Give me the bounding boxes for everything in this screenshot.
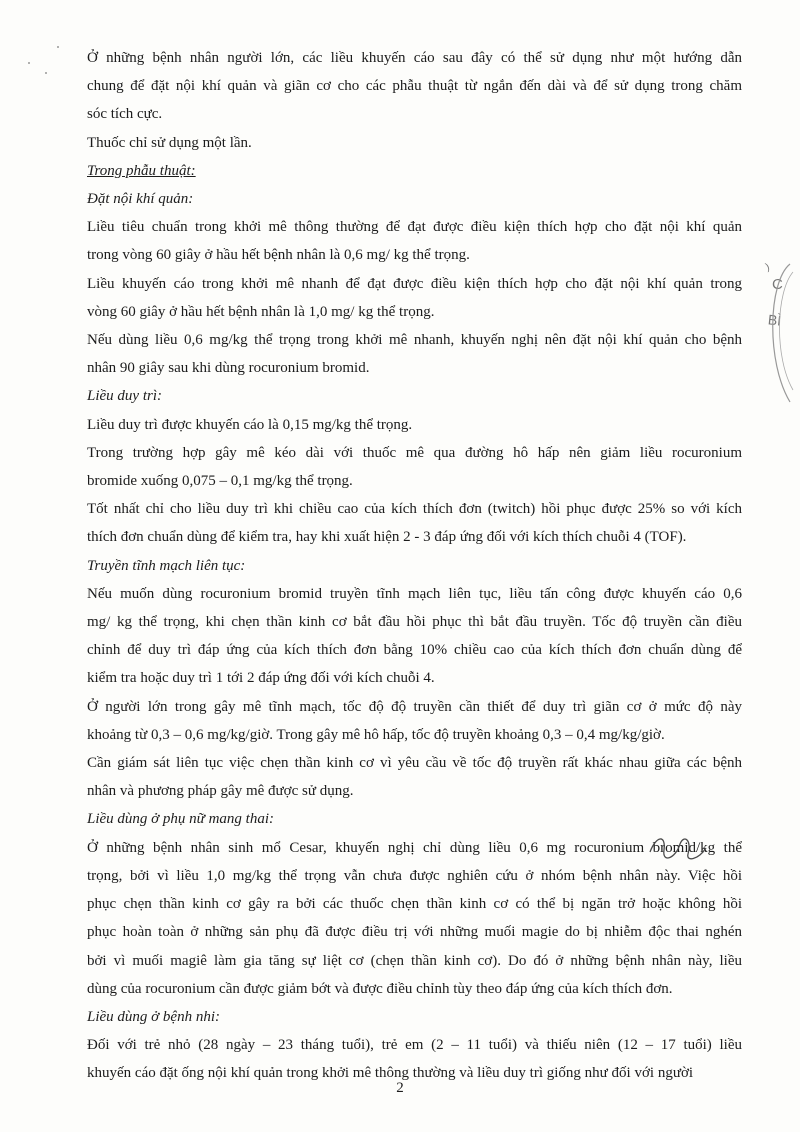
paragraph <box>87 129 742 157</box>
text-line: phục chẹn thần kinh cơ gây ra bởi các thuốc chẹn thần kinh cơ có thể bị ngăn trở hoặc không hồi <box>87 896 742 913</box>
text-line: kiểm tra hoặc duy trì 1 tới 2 đáp ứng đối với kích chuỗi 4. <box>87 670 435 687</box>
scan-speck <box>28 62 30 64</box>
text-line: thích đơn chuẩn dùng để kiểm tra, hay khi xuất hiện 2 - 3 đáp ứng đối với kích thích chuỗi 4 (TOF). <box>87 529 687 546</box>
text-line: Liều duy trì được khuyến cáo là 0,15 mg/kg thể trọng. <box>87 416 413 433</box>
paragraph <box>87 213 742 269</box>
scan-speck <box>45 72 47 74</box>
text-line: Cần giám sát liên tục việc chẹn thần kinh cơ vì yêu cầu về tốc độ truyền rất khác nhau giữa các bệnh <box>87 755 742 772</box>
document-body <box>87 44 742 1088</box>
subsection-heading <box>87 1003 742 1031</box>
paragraph <box>87 270 742 326</box>
text-line: khuyến cáo đặt ống nội khí quản trong khởi mê thông thường và liều duy trì giống như đối với người <box>87 1065 694 1082</box>
text-line: Đối với trẻ nhỏ (28 ngày – 23 tháng tuổi), trẻ em (2 – 11 tuổi) và thiếu niên (12 – 17 tuổi) liều <box>87 1037 742 1054</box>
text-line: Truyền tĩnh mạch liên tục: <box>87 557 246 574</box>
text-line: trong vòng 60 giây ở hầu hết bệnh nhân là 0,6 mg/ kg thể trọng. <box>87 247 470 264</box>
text-line: Liều duy trì: <box>87 388 162 405</box>
text-line: nhân và phương pháp gây mê được sử dụng. <box>87 783 354 800</box>
text-line: trọng, bởi vì liều 1,0 mg/kg thể trọng vẫn chưa được nghiên cứu ở nhóm bệnh nhân này. Việc hồi <box>87 867 742 884</box>
stamp-edge: ) C BÌ <box>760 262 794 412</box>
subsection-heading <box>87 805 742 833</box>
subsection-heading <box>87 552 742 580</box>
text-line: nhân 90 giây sau khi dùng rocuronium bromid. <box>87 360 370 377</box>
text-line: Tốt nhất chỉ cho liều duy trì khi chiều cao của kích thích đơn (twitch) hồi phục được 25% so với kích <box>87 501 742 518</box>
text-line: bromide xuống 0,075 – 0,1 mg/kg thể trọng. <box>87 473 353 490</box>
text-line: Thuốc chỉ sử dụng một lần. <box>87 134 252 151</box>
text-line: dùng của rocuronium cần được giảm bớt và được điều chỉnh tùy theo đáp ứng của kích thích đơn. <box>87 980 673 997</box>
text-line: mg/ kg thể trọng, khi chẹn thần kinh cơ bắt đầu hồi phục thì bắt đầu truyền. Tốc độ truyền cần điều <box>87 614 742 631</box>
scan-speck <box>57 46 59 48</box>
page-number: 2 <box>396 1080 404 1096</box>
text-line: Ở những bệnh nhân sinh mổ Cesar, khuyến nghị chỉ dùng liều 0,6 mg rocuronium bromid/kg thể <box>87 839 742 856</box>
text-line: chỉnh để duy trì đáp ứng của kích thích đơn bằng 10% chiều cao của kích thích đơn chuẩn dùng để <box>87 642 742 659</box>
text-line: khoảng từ 0,3 – 0,6 mg/kg/giờ. Trong gây mê hô hấp, tốc độ truyền khoảng 0,3 – 0,4 mg/kg/giờ. <box>87 726 665 743</box>
text-line: sóc tích cực. <box>87 106 163 123</box>
text-line: Liều dùng ở bệnh nhi: <box>87 1008 220 1025</box>
text-line: Ở những bệnh nhân người lớn, các liều khuyến cáo sau đây có thể sử dụng như một hướng dẫn <box>87 50 742 66</box>
signature-mark <box>646 830 716 870</box>
text-line: Liều dùng ở phụ nữ mang thai: <box>87 811 275 828</box>
paragraph <box>87 749 742 805</box>
paragraph <box>87 580 742 693</box>
text-line: Nếu dùng liều 0,6 mg/kg thể trọng trong khởi mê nhanh, khuyến nghị nên đặt nội khí quản cho bệnh <box>87 332 742 349</box>
text-line: Trong phẫu thuật: <box>87 162 196 179</box>
text-line: Liều khuyến cáo trong khởi mê nhanh để đạt được điều kiện thích hợp cho đặt nội khí quản trong <box>87 275 742 292</box>
stamp-fragment-c: C <box>772 276 783 293</box>
text-line: Liều tiêu chuẩn trong khởi mê thông thường để đạt được điều kiện thích hợp cho đặt nội khí quản <box>87 219 742 236</box>
subsection-heading <box>87 382 742 410</box>
paragraph <box>87 44 742 129</box>
text-line: vòng 60 giây ở hầu hết bệnh nhân là 1,0 mg/ kg thể trọng. <box>87 303 435 320</box>
text-line: phục hoàn toàn ở những sản phụ đã được điều trị với những muối magie do bị nhiễm độc thai nghén <box>87 924 742 941</box>
text-line: Đặt nội khí quản: <box>87 191 194 208</box>
paragraph <box>87 326 742 382</box>
paragraph <box>87 495 742 551</box>
paragraph <box>87 834 742 1003</box>
stamp-fragment-bi: BÌ <box>767 311 783 329</box>
section-heading <box>87 157 742 185</box>
text-line: Nếu muốn dùng rocuronium bromid truyền tĩnh mạch liên tục, liều tấn công được khuyến cáo 0,6 <box>87 585 742 602</box>
paragraph <box>87 439 742 495</box>
text-line: chung để đặt nội khí quản và giãn cơ cho các phẫu thuật từ ngắn đến dài và để sử dụng trong chăm <box>87 78 742 95</box>
text-line: bởi vì muối magiê làm gia tăng sự liệt cơ (chẹn thần kinh cơ). Do đó ở những bệnh nhân này, liều <box>87 952 742 969</box>
paragraph <box>87 411 742 439</box>
text-line: Ở người lớn trong gây mê tĩnh mạch, tốc độ độ truyền cần thiết để duy trì giãn cơ ở mức độ này <box>87 698 742 715</box>
subsection-heading <box>87 185 742 213</box>
text-line: Trong trường hợp gây mê kéo dài với thuốc mê qua đường hô hấp nên giảm liều rocuronium <box>87 444 742 461</box>
paragraph <box>87 693 742 749</box>
stamp-ring-icon <box>760 262 794 412</box>
